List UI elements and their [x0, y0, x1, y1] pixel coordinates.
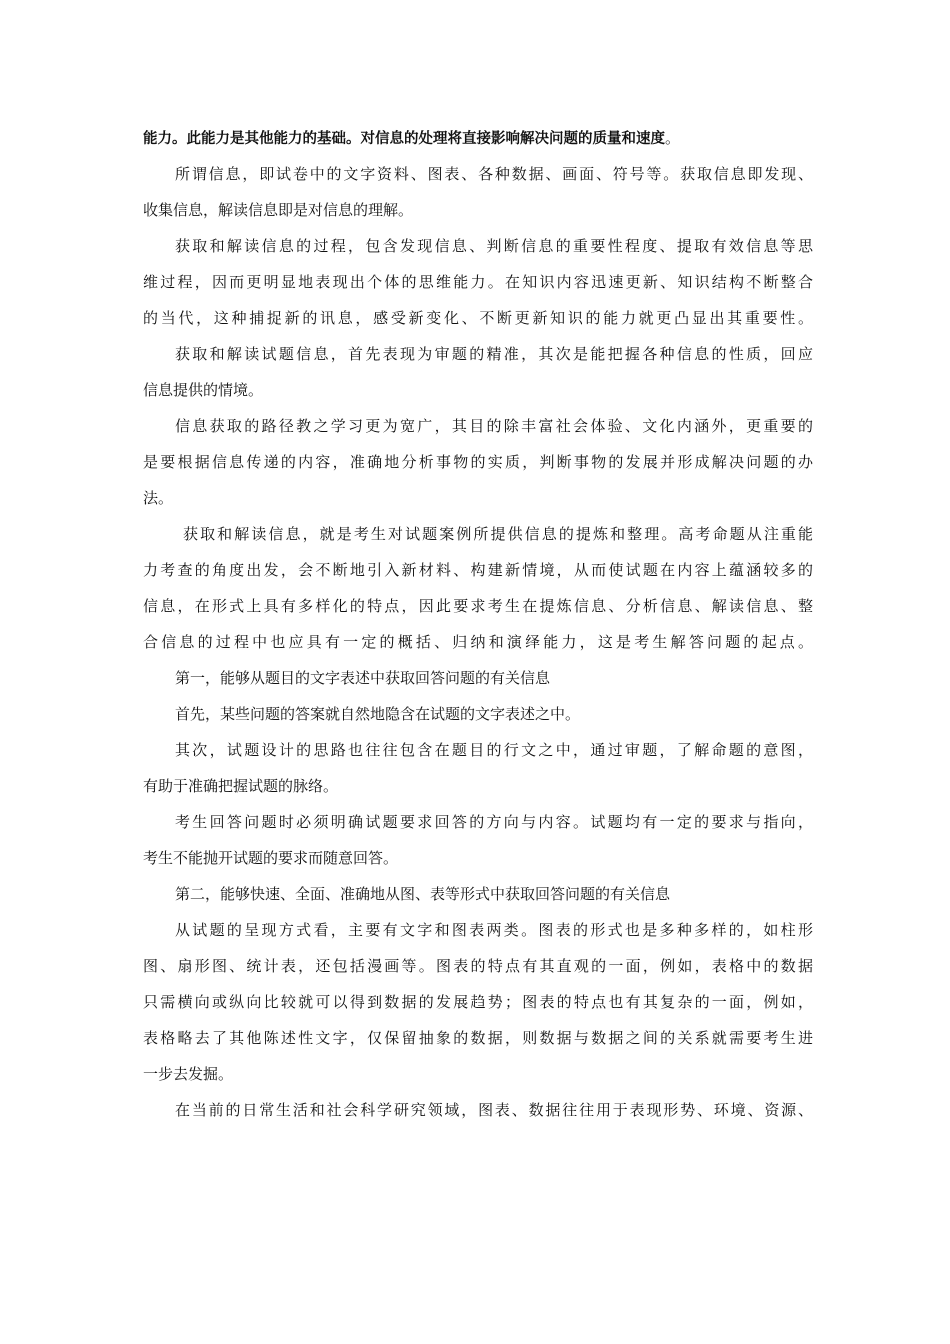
text-line: 合信息的过程中也应具有一定的概括、归纳和演绎能力，这是考生解答问题的起点。	[143, 633, 813, 651]
text-line: 一步去发掘。	[143, 1065, 234, 1083]
text-line: 信息获取的路径教之学习更为宽广，其目的除丰富社会体验、文化内涵外，更重要的	[175, 417, 813, 435]
text-line: 信息提供的情境。	[143, 381, 264, 399]
text-line: 图、扇形图、统计表，还包括漫画等。图表的特点有其直观的一面，例如，表格中的数据	[143, 957, 813, 975]
text-line	[143, 120, 813, 156]
section-heading: 第二，能够快速、全面、准确地从图、表等形式中获取回答问题的有关信息	[175, 885, 671, 903]
text-line: 力考查的角度出发，会不断地引入新材料、构建新情境，从而使试题在内容上蕴涵较多的	[143, 561, 813, 579]
text-line: 是要根据信息传递的内容，准确地分析事物的实质，判断事物的发展并形成解决问题的办	[143, 453, 813, 471]
text-line: 法。	[143, 489, 174, 507]
text-line: 信息，在形式上具有多样化的特点，因此要求考生在提炼信息、分析信息、解读信息、整	[143, 597, 813, 615]
text-line: 有助于准确把握试题的脉络。	[143, 777, 339, 795]
text-line: 维过程，因而更明显地表现出个体的思维能力。在知识内容迅速更新、知识结构不断整合	[143, 273, 813, 291]
text-line: 考生不能抛开试题的要求而随意回答。	[143, 849, 399, 867]
text-line: 所谓信息，即试卷中的文字资料、图表、各种数据、画面、符号等。获取信息即发现、	[175, 165, 813, 183]
text-line: 获取和解读信息，就是考生对试题案例所提供信息的提炼和整理。高考命题从注重能	[183, 525, 813, 543]
text-line: 获取和解读信息的过程，包含发现信息、判断信息的重要性程度、提取有效信息等思	[175, 237, 813, 255]
text-line: 考生回答问题时必须明确试题要求回答的方向与内容。试题均有一定的要求与指向，	[175, 813, 813, 831]
section-heading: 第一，能够从题目的文字表述中获取回答问题的有关信息	[175, 669, 551, 687]
text-line: 在当前的日常生活和社会科学研究领域，图表、数据往往用于表现形势、环境、资源、	[175, 1101, 813, 1119]
text-line: 只需横向或纵向比较就可以得到数据的发展趋势；图表的特点也有其复杂的一面，例如，	[143, 993, 813, 1011]
text-line: 从试题的呈现方式看，主要有文字和图表两类。图表的形式也是多种多样的，如柱形	[175, 921, 813, 939]
bold-sentence: 能力。此能力是其他能力的基础。对信息的处理将直接影响解决问题的质量和速度	[143, 131, 665, 147]
text-line: 首先，某些问题的答案就自然地隐含在试题的文字表述之中。	[175, 705, 581, 723]
document-page	[143, 120, 813, 1128]
text-line: 获取和解读试题信息，首先表现为审题的精准，其次是能把握各种信息的性质，回应	[175, 345, 813, 363]
text-line: 表格略去了其他陈述性文字，仅保留抽象的数据，则数据与数据之间的关系就需要考生进	[143, 1029, 813, 1047]
sentence-end: 。	[665, 129, 681, 147]
text-line: 的当代，这种捕捉新的讯息，感受新变化、不断更新知识的能力就更凸显出其重要性。	[143, 309, 813, 327]
text-line: 收集信息，解读信息即是对信息的理解。	[143, 201, 414, 219]
text-line: 其次，试题设计的思路也往往包含在题目的行文之中，通过审题，了解命题的意图，	[175, 741, 813, 759]
